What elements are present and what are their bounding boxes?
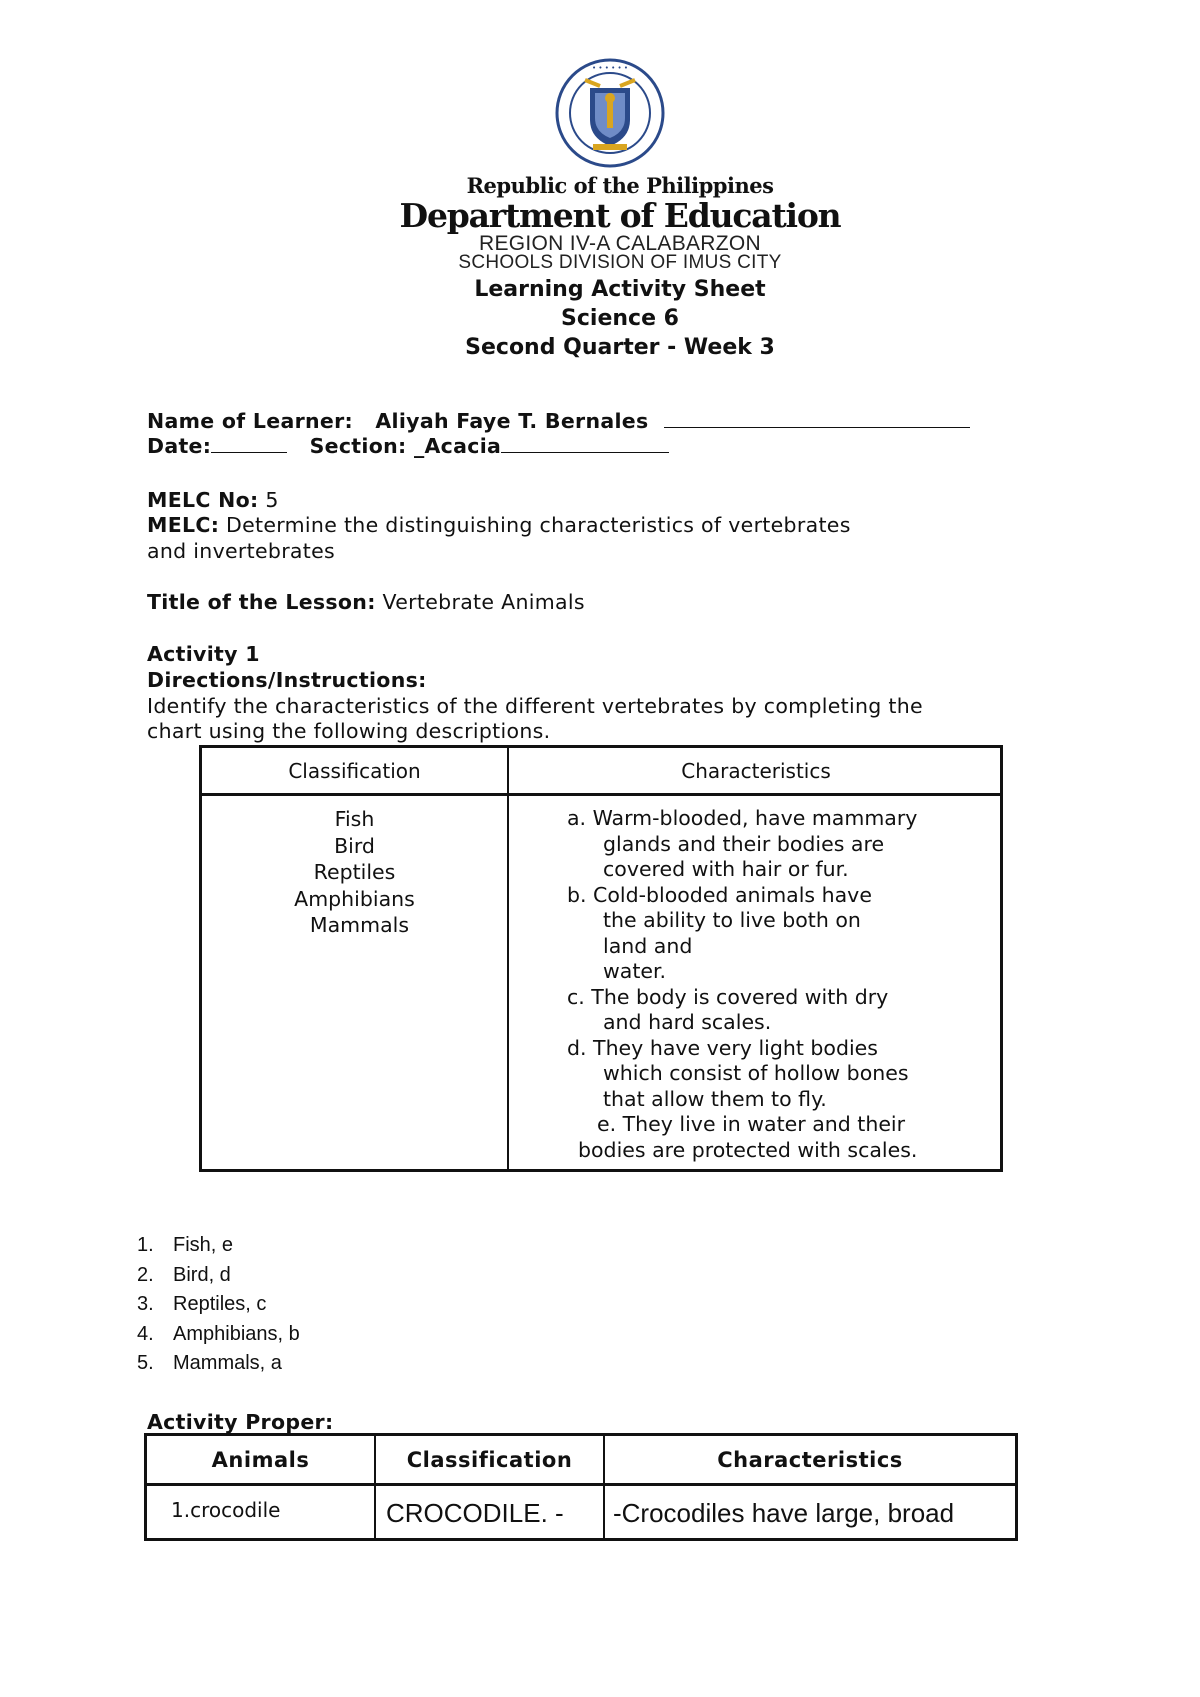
lesson-line [147,590,585,614]
header-classification: Classification [288,759,421,783]
melc-label: MELC: [147,513,220,537]
classification-list [202,806,507,939]
melc-text-1: Determine the distinguishing characteristics of vertebrates [226,513,851,537]
classification-item: Reptiles [313,860,396,884]
characteristic-line: and hard scales. [603,1010,772,1034]
characteristic-line: water. [603,959,667,983]
characteristics-list [509,806,1003,1163]
characteristic-line: b. Cold-blooded animals have [567,882,872,907]
activity-proper-title: Activity Proper: [147,1410,334,1434]
lesson-label: Title of the Lesson: [147,590,376,614]
header-characteristics: Characteristics [717,1448,903,1472]
learner-name-value[interactable]: Aliyah Faye T. Bernales [375,409,649,433]
melc-line [147,513,851,537]
date-label: Date: [147,434,212,458]
directions-label: Directions/Instructions: [147,668,427,692]
activity1-title: Activity 1 [147,642,260,666]
quarter-title: Second Quarter - Week 3 [465,335,775,360]
table-header-divider [202,793,1000,796]
cell-animal: 1.crocodile [171,1498,281,1522]
characteristic-line: d. They have very light bodies [567,1035,878,1060]
subject-title: Science 6 [561,306,679,331]
characteristic-line: that allow them to fly. [603,1086,827,1111]
characteristic-line: glands and their bodies are [603,831,885,856]
header-classification: Classification [406,1448,573,1472]
cell-classification[interactable]: CROCODILE. - [386,1498,564,1528]
melc-no-label: MELC No: [147,488,259,512]
classification-item: Bird [334,833,375,858]
learner-name-label: Name of Learner: [147,409,354,433]
lesson-value: Vertebrate Animals [382,590,585,614]
melc-no-line [147,488,279,512]
department-heading: Department of Education [399,196,841,235]
date-section-line [147,434,669,458]
characteristic-line: land and [603,933,693,958]
header-animals: Animals [211,1448,310,1472]
characteristic-line: e. They live in water and their [597,1112,906,1136]
activity-proper-table [144,1433,1018,1541]
directions-text-2: chart using the following descriptions. [147,719,551,743]
region-heading: REGION IV-A CALABARZON [479,232,761,255]
republic-heading: Republic of the Philippines [466,173,774,198]
answer-item: 4. Amphibians, b [137,1322,300,1345]
table-header-divider [147,1483,1015,1486]
section-underline [501,434,669,453]
name-underline [664,409,970,428]
answer-item: 2. Bird, d [137,1263,231,1286]
melc-no-value: 5 [265,488,279,512]
header-characteristics: Characteristics [681,759,831,783]
melc-text-2: and invertebrates [147,539,336,563]
characteristic-line: a. Warm-blooded, have mammary [567,806,918,830]
answer-item: 5. Mammals, a [137,1352,282,1374]
classification-item: Fish [334,807,375,831]
division-heading: SCHOOLS DIVISION OF IMUS CITY [458,252,782,273]
answer-item: 1. Fish, e [137,1234,234,1256]
characteristic-line: c. The body is covered with dry [567,984,889,1009]
answer-list [137,1231,300,1379]
answer-item: 3. Reptiles, c [137,1293,267,1315]
cell-characteristics[interactable]: -Crocodiles have large, broad [613,1498,955,1528]
date-field[interactable] [211,434,287,453]
characteristic-line: bodies are protected with scales. [578,1137,918,1162]
characteristic-line: which consist of hollow bones [603,1061,909,1085]
learner-name-line [147,409,970,433]
section-label: Section: [309,434,407,458]
classification-item: Amphibians [294,886,415,911]
deped-seal-icon [555,58,665,168]
svg-text:• • • • • •: • • • • • • [592,64,628,72]
section-value[interactable]: _Acacia [413,434,502,458]
characteristic-line: the ability to live both on [603,908,861,932]
directions-text-1: Identify the characteristics of the different vertebrates by completing the [147,694,923,718]
sheet-title: Learning Activity Sheet [474,277,766,302]
classification-table [199,745,1003,1172]
classification-item: Mammals [309,913,410,937]
characteristic-line: covered with hair or fur. [603,857,849,881]
